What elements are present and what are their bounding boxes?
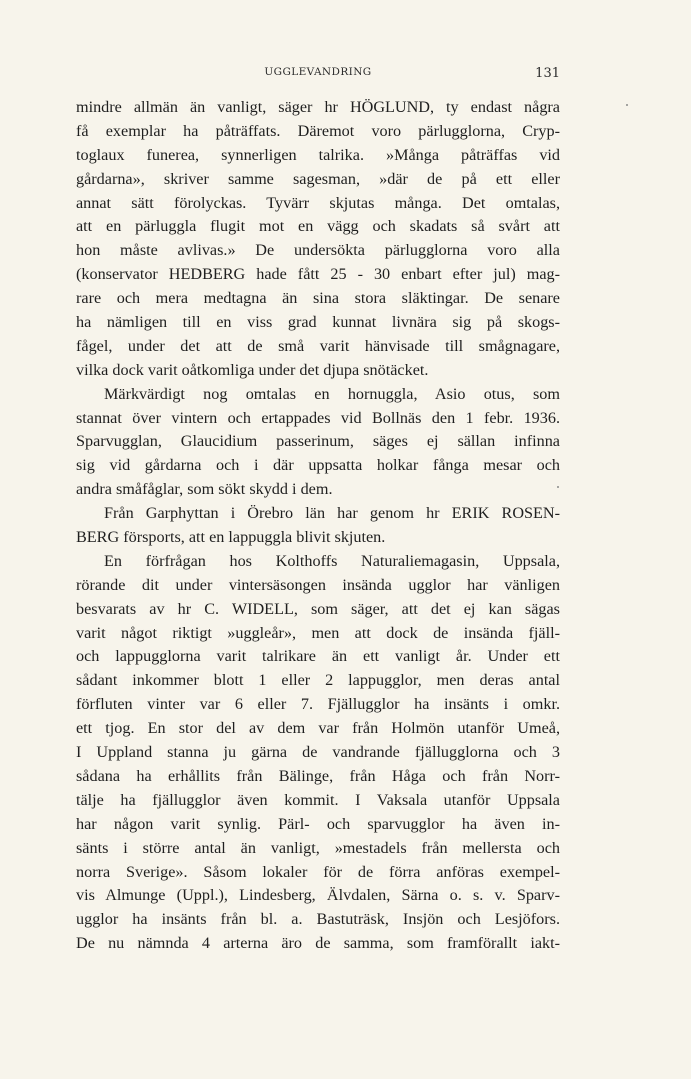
paper-speck <box>626 104 628 106</box>
page-header <box>76 66 560 82</box>
text-line: har någon varit synlig. Pärl- och sparvugglor ha även in- <box>76 814 560 833</box>
text-line: En förfrågan hos Kolthoffs Naturaliemagasin, Uppsala, <box>104 551 560 570</box>
text-line: sådant inkommer blott 1 eller 2 lappugglor, men deras antal <box>76 671 560 690</box>
text-line: mindre allmän än vanligt, säger hr HÖGLUND, ty endast några <box>76 98 560 116</box>
text-line: få exemplar ha påträffats. Däremot voro pärlugglorna, Cryp- <box>76 121 560 140</box>
text-line: besvarats av hr C. WIDELL, som säger, att det ej kan sägas <box>76 599 560 618</box>
text-line: Från Garphyttan i Örebro län har genom hr ERIK ROSEN- <box>104 504 560 523</box>
text-line: De nu nämnda 4 arterna äro de samma, som framförallt iakt- <box>76 934 560 953</box>
body-text <box>76 96 560 956</box>
page-number: 131 <box>535 66 560 81</box>
text-line: annat sätt förolyckas. Tyvärr skjutas många. Det omtalas, <box>76 193 560 212</box>
text-line: och lappugglorna varit talrikare än ett vanligt år. Under ett <box>76 647 560 666</box>
text-line: ugglor ha insänts från bl. a. Bastuträsk, Insjön och Lesjöfors. <box>76 910 560 929</box>
text-line: sänts i större antal än vanligt, »mestadels från mellersta och <box>76 838 560 857</box>
text-line: hon måste avlivas.» De undersökta pärlugglorna voro alla <box>76 241 560 260</box>
text-line: toglaux funerea, synnerligen talrika. »Många påträffas vid <box>76 145 560 164</box>
text-line: fågel, under det att de små varit hänvisade till smågnagare, <box>76 336 560 355</box>
text-line: (konservator HEDBERG hade fått 25 - 30 enbart efter jul) mag- <box>76 265 560 284</box>
text-line: sig vid gårdarna och i där uppsatta holkar fånga mesar och <box>76 456 560 475</box>
text-line: Sparvugglan, Glaucidium passerinum, säges ej sällan infinna <box>76 432 560 451</box>
text-line: andra småfåglar, som sökt skydd i dem. <box>76 480 333 499</box>
running-head: UGGLEVANDRING <box>264 66 372 78</box>
text-line: BERG försports, att en lappuggla blivit skjuten. <box>76 528 386 547</box>
text-line: vilka dock varit oåtkomliga under det djupa snötäcket. <box>76 360 429 379</box>
text-line: sådana ha erhållits från Bälinge, från Håga och från Norr- <box>76 766 560 785</box>
text-line: ha nämligen till en viss grad kunnat livnära sig på skogs- <box>76 313 560 332</box>
text-line: I Uppland stanna ju gärna de vandrande fjällugglorna och 3 <box>76 743 560 762</box>
text-line: Märkvärdigt nog omtalas en hornuggla, Asio otus, som <box>104 384 560 403</box>
paper-speck <box>557 486 559 488</box>
text-line: vis Almunge (Uppl.), Lindesberg, Älvdalen, Särna o. s. v. Sparv- <box>76 886 560 905</box>
text-line: förfluten vinter var 6 eller 7. Fjällugglor ha insänts i omkr. <box>76 695 560 714</box>
text-line: stannat över vintern och ertappades vid Bollnäs den 1 febr. 1936. <box>76 408 560 427</box>
text-line: tälje ha fjällugglor även kommit. I Vaksala utanför Uppsala <box>76 790 560 809</box>
text-line: ett tjog. En stor del av dem var från Holmön utanför Umeå, <box>76 719 560 738</box>
text-line: att en pärluggla flugit mot en vägg och skadats så svårt att <box>76 217 560 236</box>
text-line: rörande dit under vintersäsongen insända ugglor har vänligen <box>76 575 560 594</box>
text-line: gårdarna», skriver samme sagesman, »där de på ett eller <box>76 169 560 188</box>
text-line: norra Sverige». Såsom lokaler för de förra anföras exempel- <box>76 862 560 881</box>
text-line: rare och mera medtagna än sina stora släktingar. De senare <box>76 289 560 308</box>
text-line: varit något riktigt »uggleår», men att dock de insända fjäll- <box>76 623 560 642</box>
